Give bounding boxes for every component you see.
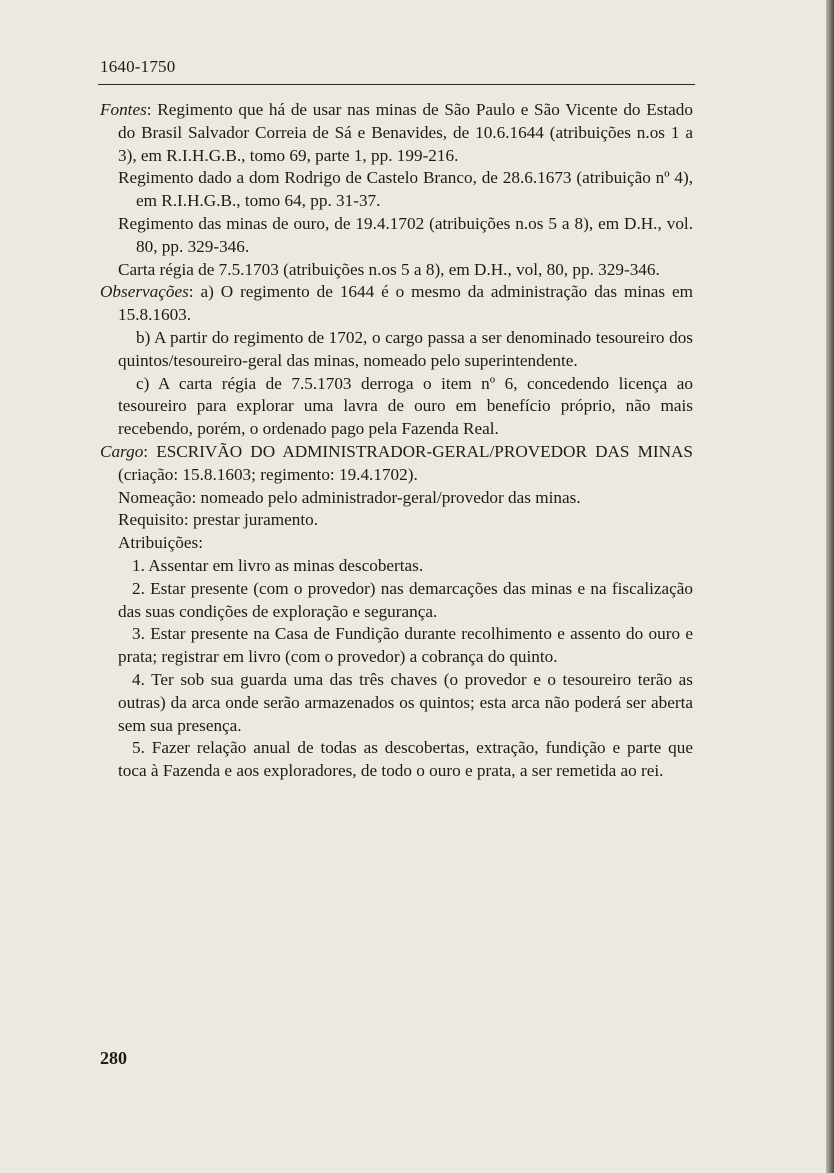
cargo-atribuicoes-label: Atribuições: — [118, 533, 203, 553]
observacoes-c — [100, 373, 693, 441]
atribuicao-1-text: 1. Assentar em livro as minas descobertas. — [132, 555, 424, 575]
cargo-label: Cargo — [100, 441, 144, 461]
atribuicao-5-text: 5. Fazer relação anual de todas as descobertas, extração, fundição e parte que toca à Fazenda e aos exploradores, de todo o ouro e prata, a ser remetida ao rei. — [118, 738, 693, 781]
fontes-entry-4 — [100, 259, 693, 282]
header-rule — [98, 84, 695, 85]
atribuicao-5 — [100, 737, 693, 783]
fontes-text-3: Regimento das minas de ouro, de 19.4.1702 (atribuições n.os 5 a 8), em D.H., vol. 80, pp. 329-346. — [118, 213, 693, 256]
atribuicao-4 — [100, 669, 693, 737]
fontes-text-1: : Regimento que há de usar nas minas de São Paulo e São Vicente do Estado do Brasil Salvador Correia de Sá e Benavides, de 10.6.1644 (atribuições n.os 1 a 3), em R.I.H.G.B., tomo 69, parte 1, pp. 199-216. — [118, 100, 693, 165]
fontes-entry-1 — [100, 99, 693, 167]
atribuicao-2 — [100, 578, 693, 624]
atribuicao-1 — [100, 555, 693, 578]
atribuicao-3-text: 3. Estar presente na Casa de Fundição durante recolhimento e assento do ouro e prata; registrar em livro (com o provedor) a cobrança do quinto. — [118, 624, 693, 667]
observacoes-b — [100, 327, 693, 373]
observacoes-label: Observações — [100, 282, 189, 302]
atribuicao-3 — [100, 623, 693, 669]
cargo-requisito: Requisito: prestar juramento. — [118, 510, 318, 530]
fontes-text-2: Regimento dado a dom Rodrigo de Castelo Branco, de 28.6.1673 (atribuição nº 4), em R.I.H.G.B., tomo 64, pp. 31-37. — [118, 168, 693, 211]
page-body — [100, 99, 693, 783]
page-edge-shadow — [826, 0, 834, 1173]
cargo-title — [100, 441, 693, 487]
fontes-entry-2 — [100, 167, 693, 213]
fontes-text-4: Carta régia de 7.5.1703 (atribuições n.os 5 a 8), em D.H., vol, 80, pp. 329-346. — [118, 259, 660, 279]
observacoes-a-text: : a) O regimento de 1644 é o mesmo da administração das minas em 15.8.1603. — [118, 282, 693, 325]
fontes-label: Fontes — [100, 100, 147, 119]
atribuicao-4-text: 4. Ter sob sua guarda uma das três chaves (o provedor e o tesoureiro terão as outras) da arca onde serão armazenados os quintos; esta arca não poderá ser aberta sem sua presença. — [118, 669, 693, 735]
observacoes-a — [100, 281, 693, 327]
cargo-nomeacao: Nomeação: nomeado pelo administrador-geral/provedor das minas. — [118, 487, 581, 507]
observacoes-c-text: c) A carta régia de 7.5.1703 derroga o item nº 6, concedendo licença ao tesoureiro para explorar uma lavra de ouro em benefício próprio, não mais recebendo, porém, o ordenado pago pela Fazenda Real. — [118, 373, 693, 439]
cargo-title-text: : ESCRIVÃO DO ADMINISTRADOR-GERAL/PROVEDOR DAS MINAS (criação: 15.8.1603; regimento: 19.4.1702). — [118, 441, 693, 484]
page-number: 280 — [100, 1048, 127, 1068]
running-head: 1640-1750 — [100, 57, 176, 76]
atribuicao-2-text: 2. Estar presente (com o provedor) nas demarcações das minas e na fiscalização das suas condições de exploração e segurança. — [118, 578, 693, 621]
fontes-entry-3 — [100, 213, 693, 259]
observacoes-b-text: b) A partir do regimento de 1702, o cargo passa a ser denominado tesoureiro dos quintos/tesoureiro-geral das minas, nomeado pelo superintendente. — [118, 327, 693, 370]
